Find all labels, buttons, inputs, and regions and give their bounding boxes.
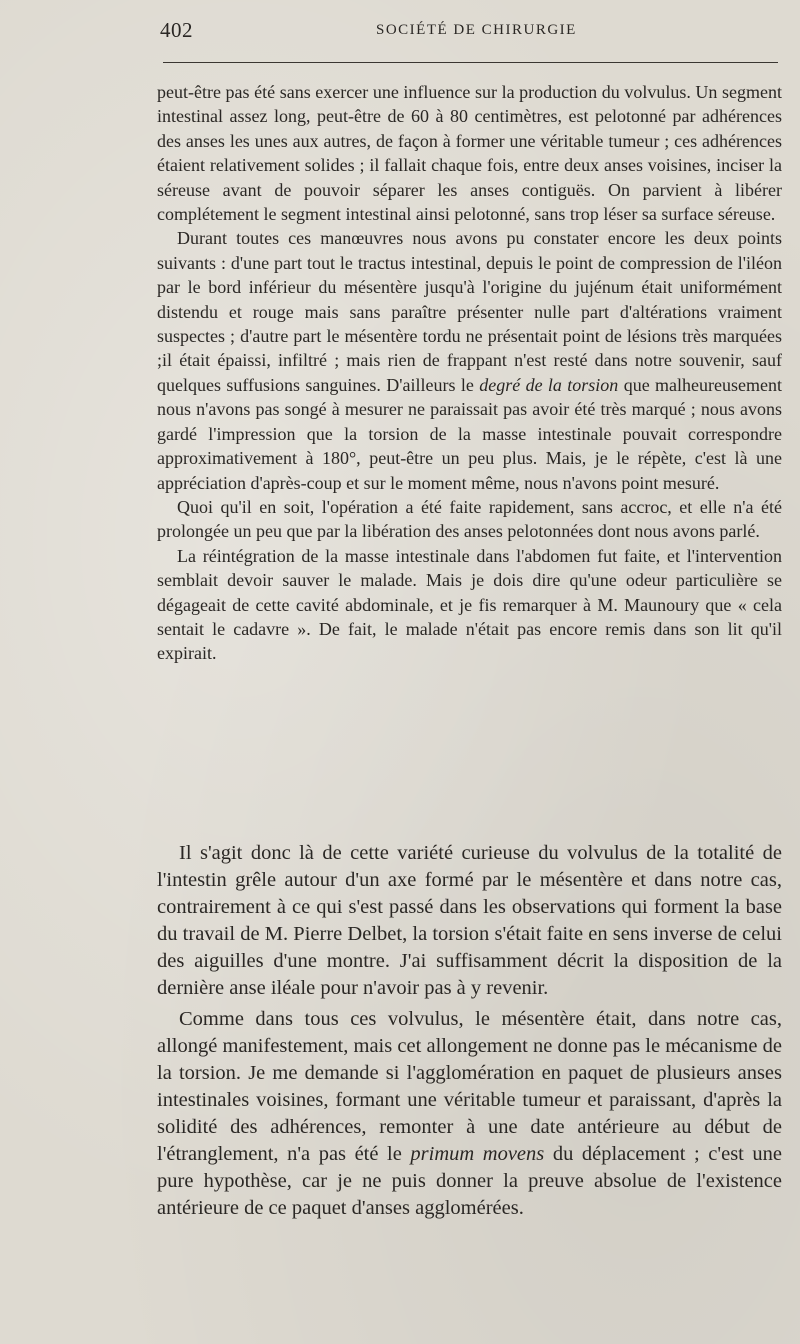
paragraph-maneuvers — [157, 226, 782, 494]
paragraph-operation: Quoi qu'il en soit, l'opération a été faite rapidement, sans accroc, et elle n'a été prolongée un peu que par la libération des anses pelotonnées dont nous avons parlé. — [157, 496, 782, 542]
running-head: SOCIÉTÉ DE CHIRURGIE — [376, 22, 577, 38]
italic-phrase: primum movens — [410, 1143, 545, 1165]
paragraph-text: Comme dans tous ces volvulus, le mésentère était, dans notre cas, allongé manifestement, mais cet allongement ne donne pas le mécanisme de la torsion. Je me demande si l'agglomération en paquet de plusieurs anses intestinales voisines, formant une véritable tumeur et paraissant, d'après la solidité des adhérences, remonter à une date antérieure au début de l'étranglement, n'a pas été le — [157, 1008, 782, 1165]
page-number: 402 — [160, 18, 193, 42]
italic-phrase: degré de la torsion — [479, 374, 619, 395]
header-rule — [163, 62, 778, 63]
paragraph-continuation: peut-être pas été sans exercer une influence sur la production du volvulus. Un segment intestinal assez long, peut-être de 60 à 80 centimètres, est pelotonné par adhérences des anses les unes aux autres, de façon à former une véritable tumeur ; ces adhérences étaient relativement solides ; il fallait chaque fois, entre deux anses voisines, inciser la séreuse avant de pouvoir séparer les anses contiguës. On parvient à libérer complétement le segment intestinal ainsi pelotonné, sans trop léser sa surface séreuse. — [157, 82, 782, 225]
paragraph-hypothesis — [157, 1006, 782, 1222]
body-section-large-type — [157, 840, 782, 1222]
body-section-small-type — [157, 80, 782, 666]
page-header — [160, 18, 778, 46]
paragraph-volvulus: Il s'agit donc là de cette variété curieuse du volvulus de la totalité de l'intestin grêle autour d'un axe formé par le mésentère et dans notre cas, contrairement à ce qui s'est passé dans les observations qui forment la base du travail de M. Pierre Delbet, la torsion s'était faite en sens inverse de celui des aiguilles d'une montre. J'ai suffisamment décrit la disposition de la dernière anse iléale pour n'avoir pas à y revenir. — [157, 842, 782, 999]
paragraph-text: que malheureusement nous n'avons pas songé à mesurer ne paraissait pas avoir été très marqué ; nous avons gardé l'impression que la torsion de la masse intestinale pouvait correspondre approximativement à 180°, peut-être un peu plus. Mais, je le répète, c'est là une appréciation d'après-coup et sur le moment même, nous n'avons point mesuré. — [157, 374, 782, 493]
paragraph-text: du déplacement ; c'est une pure hypothèse, car je ne puis donner la preuve absolue de l'existence antérieure de ce paquet d'anses agglomérées. — [157, 1143, 783, 1219]
paragraph-reintegration: La réintégration de la masse intestinale dans l'abdomen fut faite, et l'intervention semblait devoir sauver le malade. Mais je dois dire qu'une odeur particulière se dégageait de cette cavité abdominale, et je fis remarquer à M. Maunoury que « cela sentait le cadavre ». De fait, le malade n'était pas encore remis dans son lit qu'il expirait. — [157, 545, 782, 664]
paragraph-text: Durant toutes ces manœuvres nous avons pu constater encore les deux points suivants : d'une part tout le tractus intestinal, depuis le point de compression de l'iléon par le bord inférieur du mésentère jusqu'à l'origine du jujénum était uniformément distendu et rouge mais sans paraître présenter nulle part d'altérations vraiment suspectes ; d'autre part le mésentère tordu ne présentait point de lésions très marquées ;il était épaissi, infiltré ; mais rien de frappant n'est resté dans notre souvenir, sauf quelques suffusions sanguines. D'ailleurs le — [157, 228, 782, 395]
